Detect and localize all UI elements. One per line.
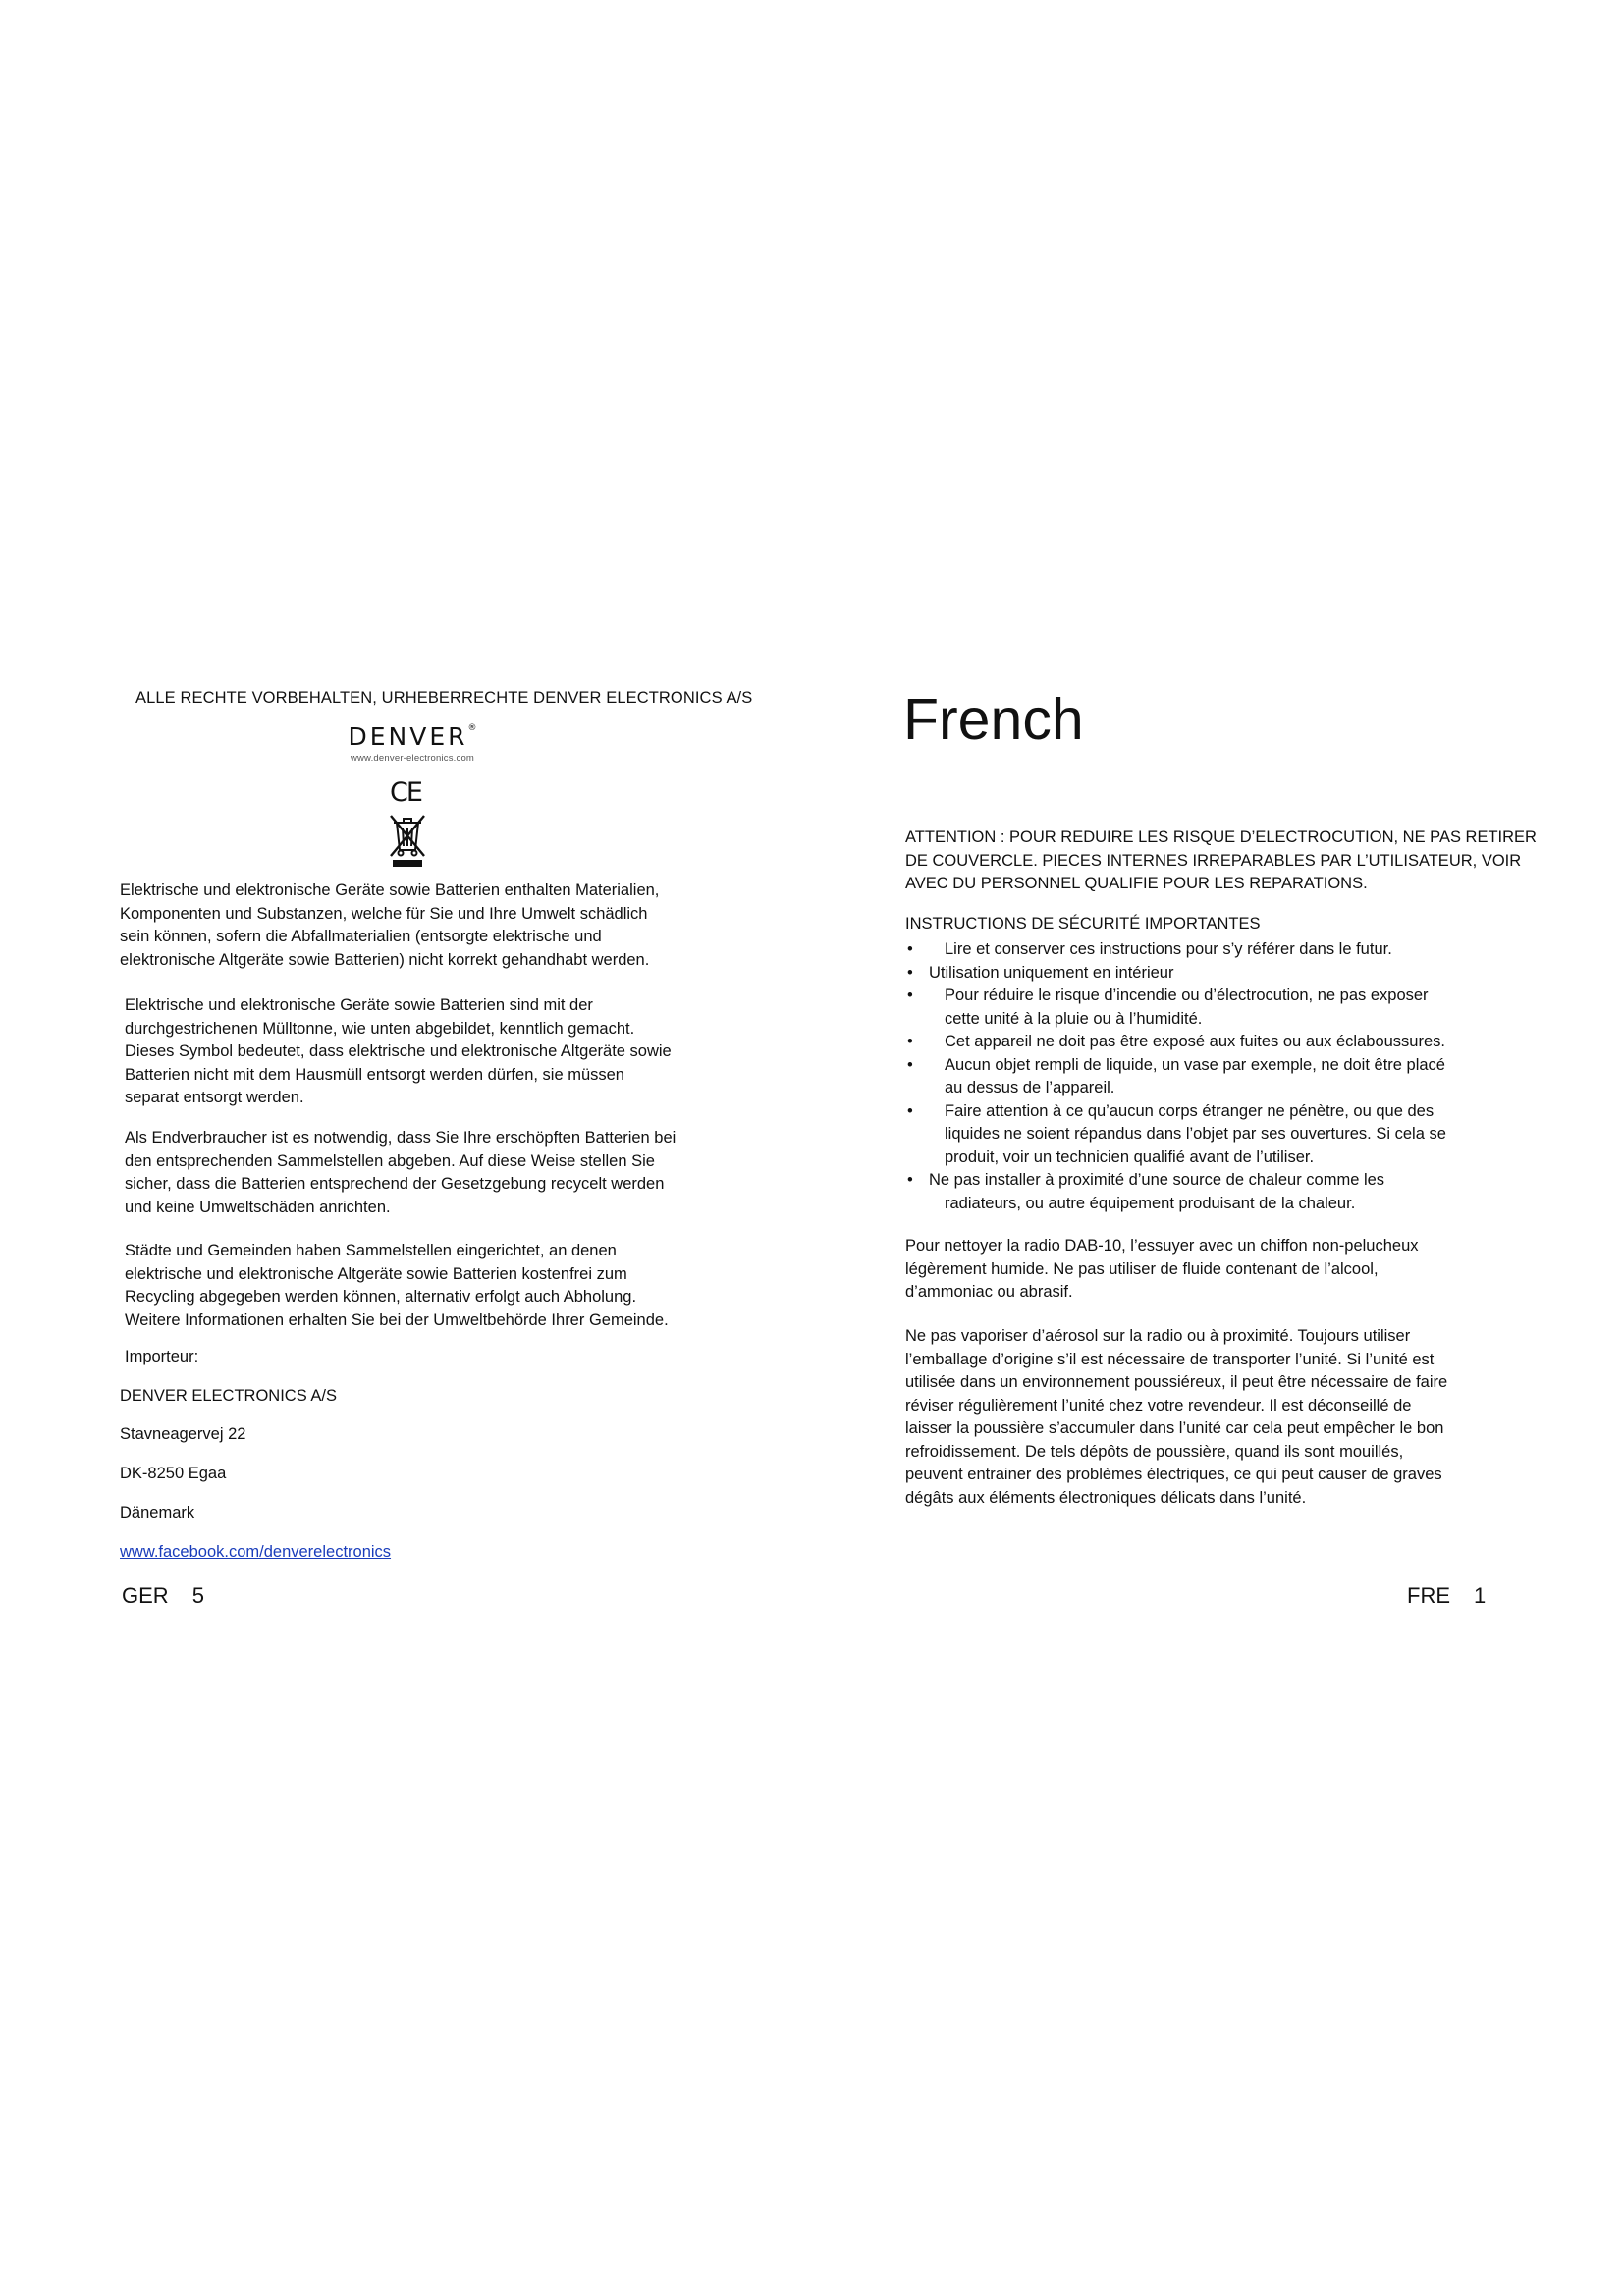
paragraph-line: Pour nettoyer la radio DAB-10, l’essuyer avec un chiffon non-pelucheux xyxy=(905,1237,1419,1255)
bullet-icon: • xyxy=(907,1055,913,1074)
paragraph-line: légèrement humide. Ne pas utiliser de fluide contenant de l’alcool, xyxy=(905,1259,1379,1278)
paragraph-line: sicher, dass die Batterien entsprechend der Gesetzgebung recycelt werden xyxy=(125,1175,665,1193)
bullet-icon: • xyxy=(907,940,913,958)
company-name: DENVER ELECTRONICS A/S xyxy=(120,1387,337,1405)
list-item: • Utilisation uniquement en intérieur xyxy=(905,962,1446,986)
paragraph-line: durchgestrichenen Mülltonne, wie unten abgebildet, kenntlich gemacht. xyxy=(125,1019,635,1038)
brand-url: www.denver-electronics.com xyxy=(350,753,475,764)
paragraph-line: Als Endverbraucher ist es notwendig, dass Sie Ihre erschöpften Batterien bei xyxy=(125,1129,677,1147)
footer-language: FRE xyxy=(1407,1583,1450,1608)
copyright-notice: ALLE RECHTE VORBEHALTEN, URHEBERRECHTE DENVER ELECTRONICS A/S xyxy=(135,689,753,707)
paragraph-line: Elektrische und elektronische Geräte sowie Batterien enthalten Materialien, xyxy=(120,881,660,899)
safety-bullet-list xyxy=(905,938,1446,1215)
disposal-paragraph-4 xyxy=(125,1240,669,1332)
paragraph-line: Städte und Gemeinden haben Sammelstellen eingerichtet, an denen xyxy=(125,1242,617,1259)
bullet-icon: • xyxy=(907,1171,913,1189)
paragraph-line: DE COUVERCLE. PIECES INTERNES IRREPARABLES PAR L’UTILISATEUR, VOIR xyxy=(905,851,1522,870)
paragraph-line: Dieses Symbol bedeutet, dass elektrische und elektronische Altgeräte sowie xyxy=(125,1042,672,1060)
paragraph-line: peuvent entrainer des problèmes électriques, ce qui peut causer de graves xyxy=(905,1466,1442,1483)
paragraph-line: Recycling abgegeben werden können, alternativ erfolgt auch Abholung. xyxy=(125,1288,637,1306)
language-title: French xyxy=(903,687,1084,752)
crossed-out-bin-icon xyxy=(388,811,427,868)
paragraph-line: dégâts aux éléments électroniques délicats dans l’unité. xyxy=(905,1488,1307,1507)
facebook-link[interactable]: www.facebook.com/denverelectronics xyxy=(120,1543,392,1561)
page-number: 5 xyxy=(191,1583,204,1608)
paragraph-line: und keine Umweltschäden anrichten. xyxy=(125,1198,391,1216)
paragraph-line: Komponenten und Substanzen, welche für Sie und Ihre Umwelt schädlich xyxy=(120,904,648,923)
city-address: DK-8250 Egaa xyxy=(120,1465,227,1482)
list-item: • Pour réduire le risque d’incendie ou d’électrocution, ne pas exposer cette unité à la pluie ou à l’humidité. xyxy=(907,987,1429,1028)
safety-instructions-heading: INSTRUCTIONS DE SÉCURITÉ IMPORTANTES xyxy=(905,915,1261,933)
page-footer-left xyxy=(122,1583,204,1609)
bullet-icon: • xyxy=(907,1033,913,1050)
cleaning-paragraph xyxy=(905,1235,1419,1305)
paragraph-line: laisser la poussière s’accumuler dans l’unité car cela peut empêcher le bon xyxy=(905,1419,1444,1437)
list-item: • Faire attention à ce qu’aucun corps étranger ne pénètre, ou que des liquides ne soient répandus dans l’objet par ses ouvertures. Si cela se produit, voir un technicien qualifié avant de l’utiliser. xyxy=(907,1101,1446,1166)
paragraph-line: den entsprechenden Sammelstellen abgeben. Auf diese Weise stellen Sie xyxy=(125,1151,655,1170)
disposal-paragraph-2 xyxy=(125,994,672,1110)
paragraph-line: ATTENTION : POUR REDUIRE LES RISQUE D’ELECTROCUTION, NE PAS RETIRER xyxy=(905,828,1537,846)
paragraph-line: separat entsorgt werden. xyxy=(125,1089,304,1106)
paragraph-line: réviser régulièrement l’unité chez votre revendeur. Il est déconseillé de xyxy=(905,1396,1412,1415)
page-footer-right xyxy=(1407,1583,1486,1609)
list-item: • Ne pas installer à proximité d’une source de chaleur comme les radiateurs, ou autre équipement produisant de la chaleur. xyxy=(907,1171,1385,1212)
paragraph-line: Ne pas vaporiser d’aérosol sur la radio ou à proximité. Toujours utiliser xyxy=(905,1327,1411,1345)
attention-warning xyxy=(905,827,1537,896)
list-item: • Lire et conserver ces instructions pour s’y référer dans le futur. xyxy=(905,938,1446,962)
bullet-icon: • xyxy=(907,1101,913,1120)
paragraph-line: Elektrische und elektronische Geräte sowie Batterien sind mit der xyxy=(125,996,593,1014)
paragraph-line: sein können, sofern die Abfallmaterialien (entsorgte elektrische und xyxy=(120,928,602,945)
paragraph-line: Batterien nicht mit dem Hausmüll entsorgt werden dürfen, sie müssen xyxy=(125,1065,624,1084)
paragraph-line: elektronische Altgeräte sowie Batterien) nicht korrekt gehandhabt werden. xyxy=(120,950,650,969)
paragraph-line: refroidissement. De tels dépôts de poussière, quand ils sont mouillés, xyxy=(905,1442,1404,1461)
paragraph-line: d’ammoniac ou abrasif. xyxy=(905,1283,1073,1301)
list-item: • Aucun objet rempli de liquide, un vase par exemple, ne doit être placé au dessus de l’appareil. xyxy=(907,1055,1445,1096)
disposal-paragraph-1 xyxy=(120,880,659,972)
importer-label: Importeur: xyxy=(125,1348,199,1365)
paragraph-line: elektrische und elektronische Altgeräte sowie Batterien kostenfrei zum xyxy=(125,1264,627,1283)
paragraph-line: utilisée dans un environnement poussiéreux, il peut être nécessaire de faire xyxy=(905,1373,1448,1391)
paragraph-line: l’emballage d’origine s’il est nécessaire de transporter l’unité. Si l’unité est xyxy=(905,1350,1435,1368)
brand-name: DENVER® xyxy=(348,722,477,751)
footer-language: GER xyxy=(122,1583,169,1608)
denver-logo xyxy=(324,724,501,764)
list-item: • Cet appareil ne doit pas être exposé aux fuites ou aux éclaboussures. xyxy=(905,1031,1446,1054)
country: Dänemark xyxy=(120,1504,195,1522)
bullet-icon: • xyxy=(907,987,913,1004)
disposal-paragraph-3 xyxy=(125,1127,676,1219)
paragraph-line: AVEC DU PERSONNEL QUALIFIE POUR LES REPARATIONS. xyxy=(905,875,1368,892)
aerosol-paragraph xyxy=(905,1325,1447,1510)
paragraph-line: Weitere Informationen erhalten Sie bei der Umweltbehörde Ihrer Gemeinde. xyxy=(125,1310,669,1329)
ce-mark-icon: CE xyxy=(390,777,421,808)
street-address: Stavneagervej 22 xyxy=(120,1425,246,1443)
page-number: 1 xyxy=(1474,1583,1487,1608)
bullet-icon: • xyxy=(907,963,913,982)
